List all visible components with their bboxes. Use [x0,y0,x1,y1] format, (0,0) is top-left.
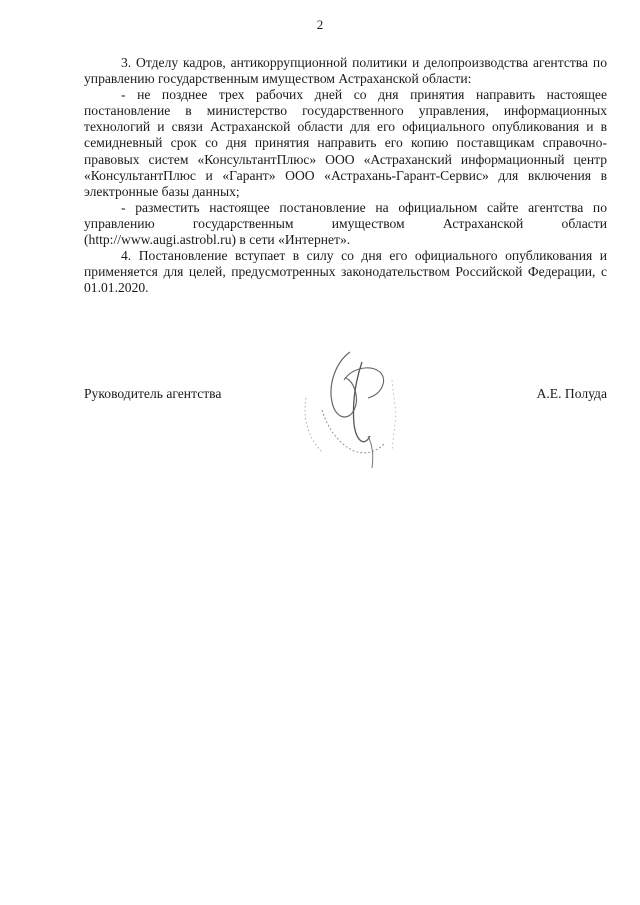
paragraph-clause-4: 4. Постановление вступает в силу со дня его официального опубликования и применяется для целей, предусмотренных законодательством Российской Федерации, с 01.01.2020. [84,248,607,296]
document-body [84,55,607,296]
signer-title: Руководитель агентства [84,386,222,401]
paragraph-website-item: - разместить настоящее постановление на официальном сайте агентства по управлению государственным имуществом Астраханской области (http://www.augi.astrobl.ru) в сети «Интернет». [84,199,607,248]
paragraph-publication-item: - не позднее трех рабочих дней со дня принятия направить настоящее постановление в министерство государственного управления, информационных технологий и связи Астраханской области для его официального опубликования и в семидневный срок со дня принятия направить его копию поставщикам справочно-правовых систем «КонсультантПлюс» ООО «Астраханский информационный центр «КонсультантПлюс и «Гарант» ООО «Астрахань-Гарант-Сервис» для включения в электронные базы данных; [84,87,607,199]
signer-name: А.Е. Полуда [536,386,607,401]
handwritten-signature-icon [292,340,412,475]
paragraph-clause-3: 3. Отделу кадров, антикоррупционной политики и делопроизводства агентства по управлению государственным имуществом Астраханской области: [84,55,607,87]
page-number: 2 [316,17,324,32]
